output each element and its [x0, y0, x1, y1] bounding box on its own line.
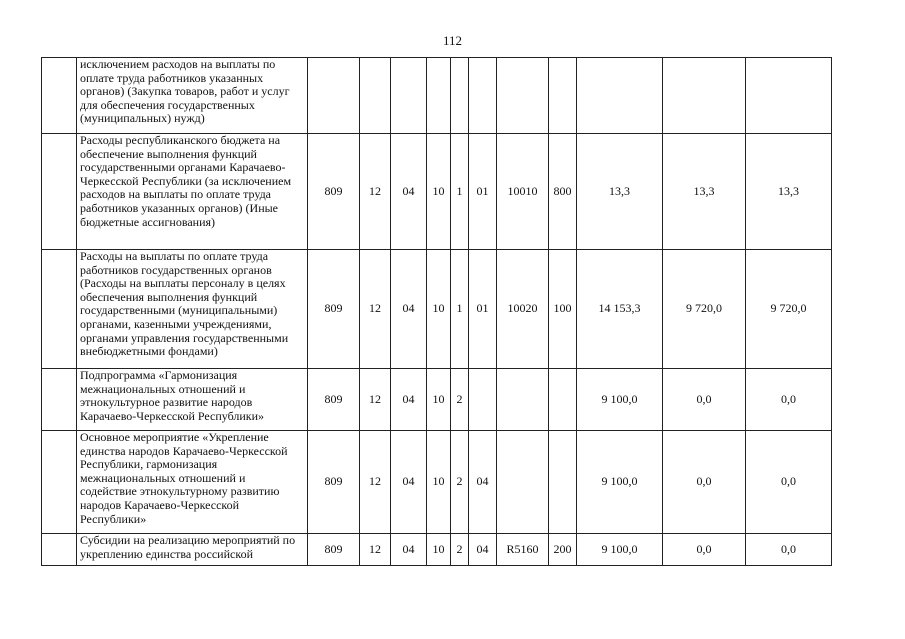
expense-name: Основное мероприятие «Укрепление единства народов Карачаево-Черкесской Республики, гармонизация межнациональных отношений и содействие этнокультурному развитию народов Карачаево-Черкесской Республики» — [77, 431, 308, 534]
sum-year-2 — [663, 58, 746, 134]
ministry-code: 809 — [308, 369, 360, 431]
direction-code: 10010 — [497, 134, 549, 250]
event-code: 04 — [469, 431, 497, 534]
expense-type-code — [549, 58, 577, 134]
subsection-code: 04 — [391, 134, 427, 250]
page-number: 112 — [442, 33, 463, 48]
expense-type-code: 100 — [549, 250, 577, 369]
subsection-code: 04 — [391, 369, 427, 431]
program-code: 10 — [427, 134, 451, 250]
program-code: 10 — [427, 534, 451, 566]
sum-year-3: 0,0 — [746, 369, 832, 431]
sum-year-2: 13,3 — [663, 134, 746, 250]
direction-code: 10020 — [497, 250, 549, 369]
table-row — [42, 369, 832, 431]
expense-name: Субсидии на реализацию мероприятий по укреплению единства российской — [77, 534, 308, 566]
section-code: 12 — [360, 534, 391, 566]
event-code: 04 — [469, 534, 497, 566]
sum-year-1: 14 153,3 — [577, 250, 663, 369]
section-code: 12 — [360, 250, 391, 369]
sum-year-1: 9 100,0 — [577, 431, 663, 534]
program-code: 10 — [427, 369, 451, 431]
program-code — [427, 58, 451, 134]
index-cell — [42, 369, 77, 431]
budget-table — [41, 57, 832, 566]
sum-year-3 — [746, 58, 832, 134]
subprogram-code: 1 — [451, 134, 469, 250]
subprogram-code: 1 — [451, 250, 469, 369]
expense-name: Подпрограмма «Гармонизация межнациональных отношений и этнокультурное развитие народов Карачаево-Черкесской Республики» — [77, 369, 308, 431]
direction-code — [497, 431, 549, 534]
sum-year-3: 9 720,0 — [746, 250, 832, 369]
expense-type-code — [549, 369, 577, 431]
expense-name: Расходы республиканского бюджета на обеспечение выполнения функций государственными органами Карачаево-Черкесской Республики (за исключением расходов на выплаты по оплате труда работников указанных органов) (Иные бюджетные ассигнования) — [77, 134, 308, 250]
expense-name: исключением расходов на выплаты по оплате труда работников указанных органов) (Закупка товаров, работ и услуг для обеспечения государственных (муниципальных) нужд) — [77, 58, 308, 134]
sum-year-1: 9 100,0 — [577, 534, 663, 566]
ministry-code: 809 — [308, 134, 360, 250]
event-code: 01 — [469, 250, 497, 369]
table-row — [42, 431, 832, 534]
index-cell — [42, 534, 77, 566]
expense-type-code: 200 — [549, 534, 577, 566]
index-cell — [42, 250, 77, 369]
ministry-code: 809 — [308, 431, 360, 534]
subsection-code: 04 — [391, 534, 427, 566]
sum-year-3: 0,0 — [746, 431, 832, 534]
expense-type-code: 800 — [549, 134, 577, 250]
direction-code — [497, 369, 549, 431]
ministry-code — [308, 58, 360, 134]
subprogram-code: 2 — [451, 534, 469, 566]
subsection-code: 04 — [391, 250, 427, 369]
index-cell — [42, 58, 77, 134]
sum-year-3: 0,0 — [746, 534, 832, 566]
sum-year-2: 0,0 — [663, 369, 746, 431]
sum-year-2: 9 720,0 — [663, 250, 746, 369]
program-code: 10 — [427, 250, 451, 369]
subprogram-code: 2 — [451, 431, 469, 534]
direction-code — [497, 58, 549, 134]
sum-year-1: 9 100,0 — [577, 369, 663, 431]
program-code: 10 — [427, 431, 451, 534]
ministry-code: 809 — [308, 250, 360, 369]
event-code — [469, 58, 497, 134]
table-row — [42, 58, 832, 134]
sum-year-1: 13,3 — [577, 134, 663, 250]
expense-name: Расходы на выплаты по оплате труда работников государственных органов (Расходы на выплаты персоналу в целях обеспечения выполнения функций государственными (муниципальными) органами, казенными учреждениями, органами управления государственными внебюджетными фондами) — [77, 250, 308, 369]
subsection-code — [391, 58, 427, 134]
table-row — [42, 250, 832, 369]
sum-year-2: 0,0 — [663, 431, 746, 534]
ministry-code: 809 — [308, 534, 360, 566]
section-code: 12 — [360, 431, 391, 534]
event-code — [469, 369, 497, 431]
event-code: 01 — [469, 134, 497, 250]
sum-year-2: 0,0 — [663, 534, 746, 566]
subprogram-code — [451, 58, 469, 134]
section-code — [360, 58, 391, 134]
section-code: 12 — [360, 134, 391, 250]
section-code: 12 — [360, 369, 391, 431]
table-row — [42, 534, 832, 566]
index-cell — [42, 134, 77, 250]
sum-year-1 — [577, 58, 663, 134]
table-row — [42, 134, 832, 250]
direction-code: R5160 — [497, 534, 549, 566]
subprogram-code: 2 — [451, 369, 469, 431]
subsection-code: 04 — [391, 431, 427, 534]
expense-type-code — [549, 431, 577, 534]
index-cell — [42, 431, 77, 534]
sum-year-3: 13,3 — [746, 134, 832, 250]
